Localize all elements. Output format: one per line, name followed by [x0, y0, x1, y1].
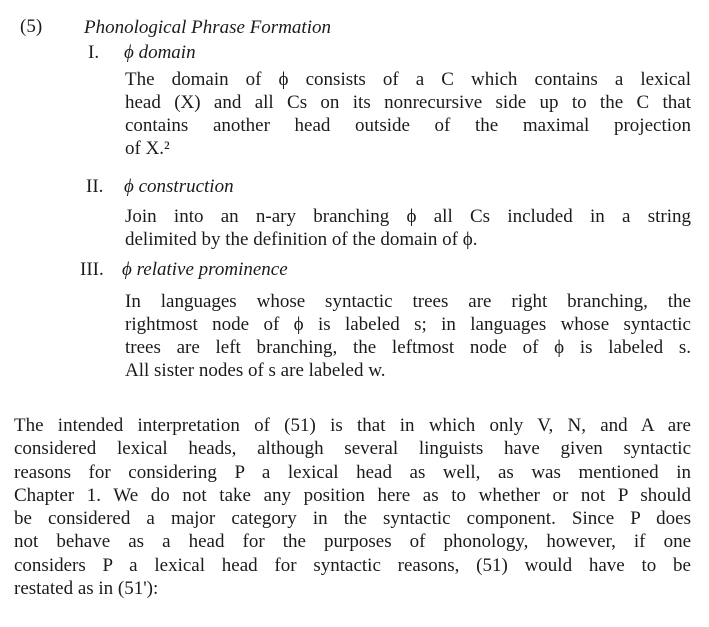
item-3-numeral: III. [80, 259, 104, 280]
item-1-line-4: of X.² [125, 138, 170, 159]
item-3-line-2: rightmost node of ϕ is labeled s; in languages whose syntactic [125, 314, 691, 335]
paragraph-line-7: considers P a lexical head for syntactic reasons, (51) would have to be [14, 554, 691, 576]
item-1-line-3: contains another head outside of the maximal projection [125, 115, 691, 136]
item-1-line-1: The domain of ϕ consists of a C which contains a lexical [125, 69, 691, 90]
paragraph-line-5: be considered a major category in the syntactic component. Since P does [14, 508, 691, 530]
item-2-line-1: Join into an n-ary branching ϕ all Cs included in a string [125, 206, 691, 227]
paragraph-line-6: not behave as a head for the purposes of phonology, however, if one [14, 531, 691, 553]
paragraph-line-2: considered lexical heads, although several linguists have given syntactic [14, 438, 691, 460]
item-3-heading: ϕ relative prominence [122, 259, 288, 280]
item-3-body [125, 290, 691, 382]
item-1-numeral: I. [88, 42, 100, 63]
paragraph-line-8: restated as in (51'): [14, 578, 159, 600]
example-title: Phonological Phrase Formation [84, 17, 331, 38]
item-3-line-4: All sister nodes of s are labeled w. [125, 360, 386, 381]
item-2-line-2: delimited by the definition of the domain of ϕ. [125, 229, 478, 250]
paragraph-line-3: reasons for considering P a lexical head as well, as was mentioned in [14, 461, 691, 483]
item-2-numeral: II. [86, 176, 104, 197]
item-3-line-1: In languages whose syntactic trees are right branching, the [125, 291, 691, 312]
item-1-body [125, 68, 691, 160]
item-3-line-3: trees are left branching, the leftmost node of ϕ is labeled s. [125, 337, 691, 358]
item-1-heading: ϕ domain [124, 42, 196, 63]
paragraph-line-4: Chapter 1. We do not take any position here as to whether or not P should [14, 484, 691, 506]
item-2-heading: ϕ construction [124, 176, 234, 197]
paragraph-line-1: The intended interpretation of (51) is that in which only V, N, and A are [14, 415, 691, 436]
body-paragraph [14, 414, 691, 600]
example-number: (5) [20, 16, 43, 37]
item-1-line-2: head (X) and all Cs on its nonrecursive side up to the C that [125, 92, 691, 113]
item-2-body [125, 205, 691, 251]
